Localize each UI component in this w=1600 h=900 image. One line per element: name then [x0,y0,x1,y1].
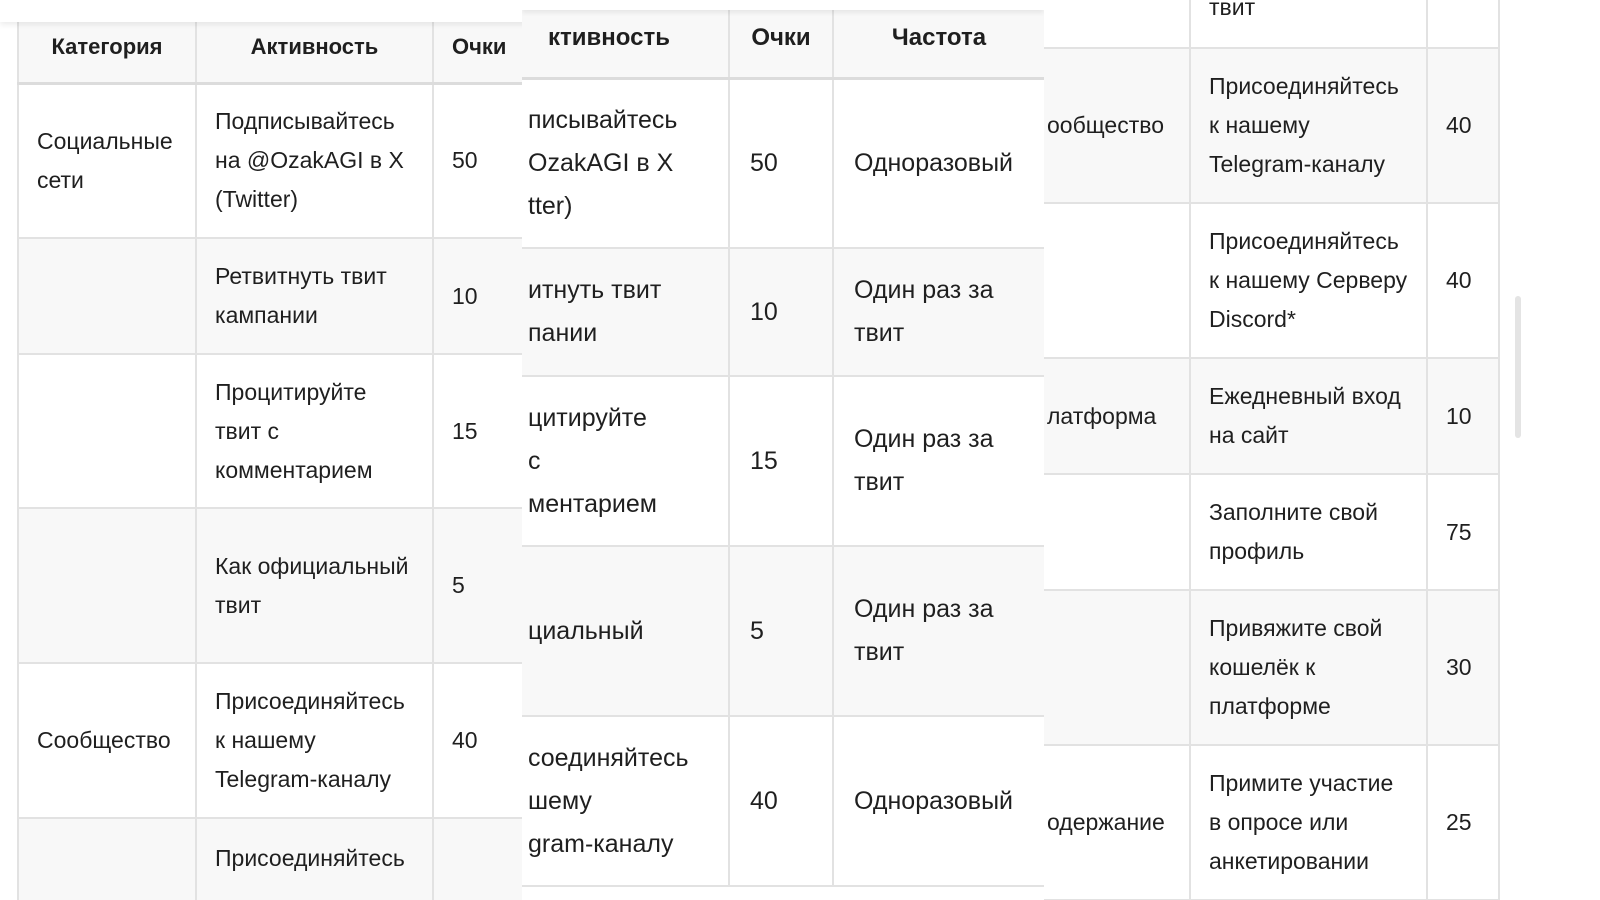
cell-category: Сообщество [18,663,196,818]
cell-points [1427,0,1499,48]
cell-activity: Примите участие в опросе или анкетировании [1190,745,1427,900]
cell-points: 40 [1427,48,1499,203]
cell-points: 50 [729,78,833,248]
table-row [18,238,522,354]
cell-category [1044,474,1190,590]
header-frequency: Частота [833,0,1044,78]
cell-points: 40 [433,663,522,818]
header-points: Очки [433,10,522,83]
screenshot-panel-1 [0,0,522,900]
table-row [18,818,522,900]
cell-frequency: Одноразовый [833,716,1044,886]
header-activity: ктивность [522,0,729,78]
cell-points: 30 [1427,590,1499,745]
cell-points: 15 [433,354,522,508]
cell-category [1044,0,1190,48]
cell-points: 40 [729,716,833,886]
cell-activity: писывайтесь OzakAGI в X tter) [522,78,729,248]
cell-points: 10 [729,248,833,376]
cell-activity: Как официальный твит [196,508,433,663]
cell-points: 15 [729,376,833,546]
screenshot-panel-3 [1044,0,1600,900]
cell-activity: Процитируйте твит с комментарием [196,354,433,508]
table-header-row [522,0,1044,78]
header-points: Очки [729,0,833,78]
cell-activity: Привяжите свой кошелёк к платформе [1190,590,1427,745]
cell-frequency: Один раз за твит [833,376,1044,546]
cell-points: 10 [433,238,522,354]
rewards-table-zoomed [522,0,1044,887]
table-row [522,78,1044,248]
cell-activity: Заполните свой профиль [1190,474,1427,590]
header-activity: Активность [196,10,433,83]
table-row [522,716,1044,886]
cell-activity: итнуть твит пании [522,248,729,376]
page-margin [1499,745,1600,900]
scrollbar-thumb[interactable] [1515,296,1521,438]
cell-activity: соединяйтесь шему gram-каналу [522,716,729,886]
cell-points: 5 [433,508,522,663]
rewards-table-scrolled [1044,0,1600,900]
header-category: Категория [18,10,196,83]
cell-category: Социальные сети [18,83,196,238]
cell-points: 75 [1427,474,1499,590]
cell-category [1044,590,1190,745]
cell-category: латформа [1044,358,1190,474]
cell-points: 40 [1427,203,1499,358]
top-bar [522,0,1044,10]
table-row [1044,0,1600,48]
cell-activity: Подписывайтесь на @OzakAGI в X (Twitter) [196,83,433,238]
cell-activity: Присоединяйтесь к нашему Telegram-каналу [1190,48,1427,203]
rewards-table [17,9,522,900]
cell-points: 10 [1427,358,1499,474]
cell-category: одержание [1044,745,1190,900]
table-row [522,546,1044,716]
table-row [1044,48,1600,203]
cell-frequency: Одноразовый [833,78,1044,248]
cell-activity: циальный [522,546,729,716]
cell-frequency: Один раз за твит [833,248,1044,376]
page-margin [1499,474,1600,590]
table-row [18,83,522,238]
page-margin [1499,0,1600,48]
cell-points [433,818,522,900]
cell-points: 50 [433,83,522,238]
cell-category [18,354,196,508]
cell-activity: Присоединяйтесь к нашему Серверу Discord* [1190,203,1427,358]
page-margin [1499,590,1600,745]
cell-category [18,508,196,663]
table-row [18,508,522,663]
table-row [522,376,1044,546]
table-row [522,248,1044,376]
cell-category: ообщество [1044,48,1190,203]
table-row [1044,745,1600,900]
table-row [18,354,522,508]
cell-activity: цитируйте с ментарием [522,376,729,546]
cell-activity: Ретвитнуть твит кампании [196,238,433,354]
cell-category [18,818,196,900]
cell-activity: Ежедневный вход на сайт [1190,358,1427,474]
cell-points: 25 [1427,745,1499,900]
cell-activity: твит [1190,0,1427,48]
table-row [1044,474,1600,590]
page-margin [1499,48,1600,203]
screenshot-panel-2 [522,0,1044,900]
cell-activity: Присоединяйтесь [196,818,433,900]
cell-points: 5 [729,546,833,716]
cell-category [1044,203,1190,358]
cell-activity: Присоединяйтесь к нашему Telegram-каналу [196,663,433,818]
cell-frequency: Один раз за твит [833,546,1044,716]
top-bar [0,0,522,22]
table-row [1044,590,1600,745]
table-row [18,663,522,818]
cell-category [18,238,196,354]
